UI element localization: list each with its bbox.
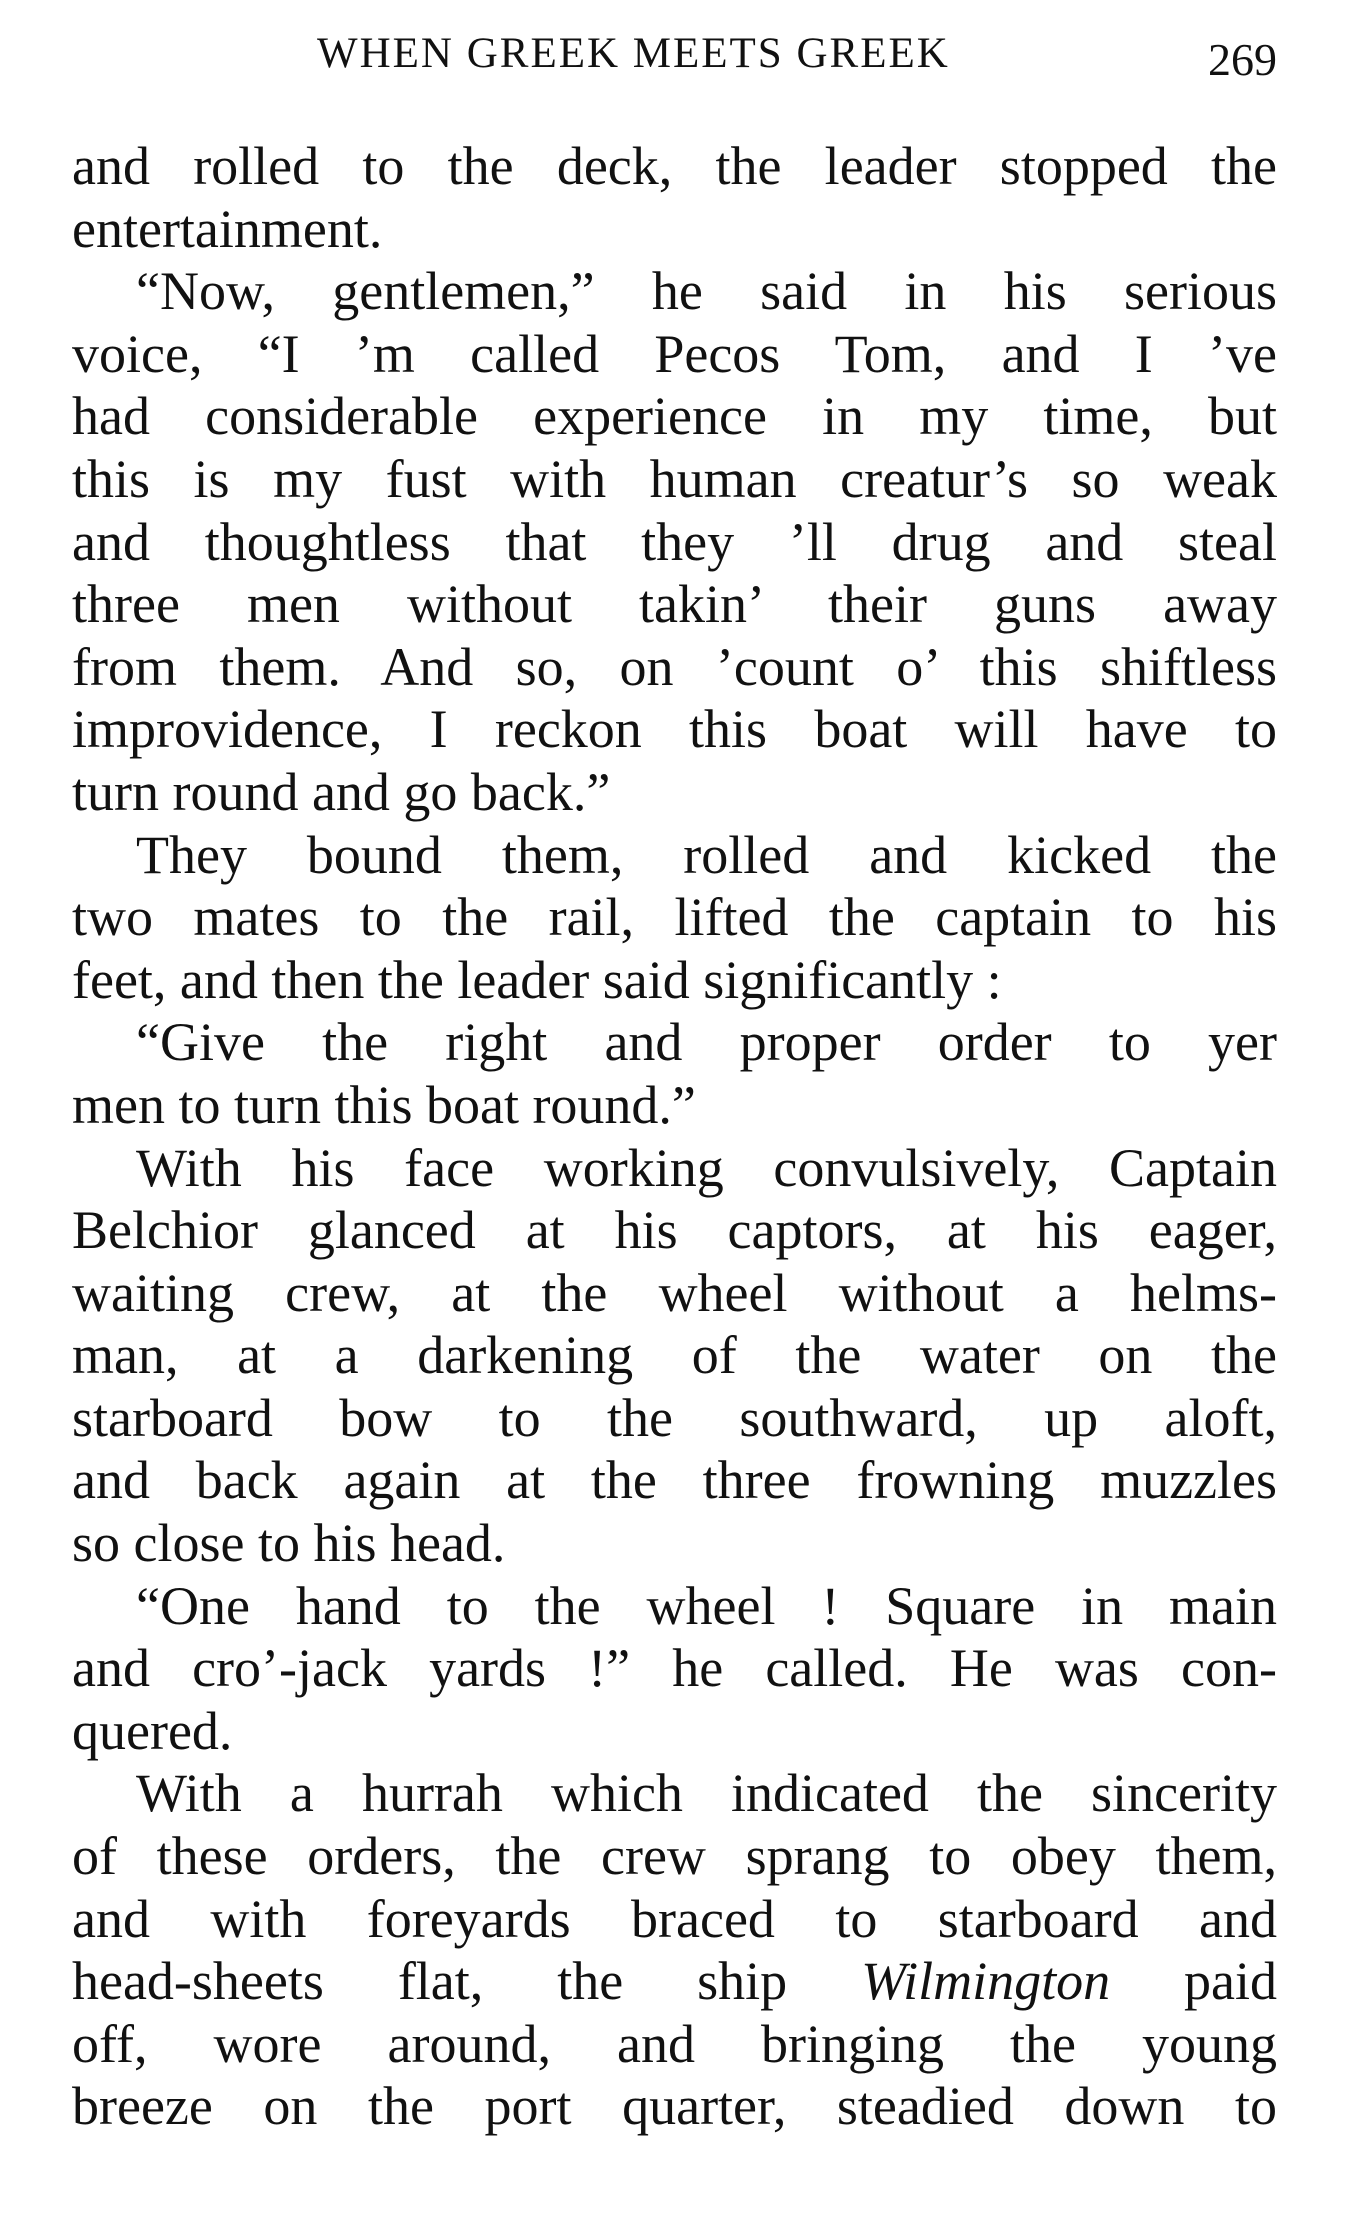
text-line: starboard bow to the southward, up aloft, [72,1387,1277,1448]
text-line: waiting crew, at the wheel without a helms- [72,1262,1277,1323]
text-line: “One hand to the wheel ! Square in main [136,1575,1277,1636]
paragraph [72,824,1277,1012]
paragraph [72,1137,1277,1575]
text-line: With a hurrah which indicated the sincerity [136,1763,1277,1824]
text-line: entertainment. [72,198,383,259]
text-line: so close to his head. [72,1513,506,1574]
text-line: Belchior glanced at his captors, at his eager, [72,1200,1277,1261]
paragraph [72,1762,1277,2138]
paragraph [72,1011,1277,1136]
text-line: “Give the right and proper order to yer [136,1012,1277,1073]
text-line: feet, and then the leader said significantly : [72,949,1002,1010]
text-line: head-sheets flat, the ship Wilmington paid [72,1951,1277,2012]
text-line: of these orders, the crew sprang to obey them, [72,1826,1277,1887]
text-line: and rolled to the deck, the leader stopped the [72,136,1277,196]
page-number: 269 [1208,34,1277,85]
text-line: voice, “I ’m called Pecos Tom, and I ’ve [72,323,1277,384]
text-line: and thoughtless that they ’ll drug and steal [72,511,1277,572]
text-line: from them. And so, on ’count o’ this shiftless [72,636,1277,697]
text-line: and with foreyards braced to starboard and [72,1888,1277,1949]
text-line: and back again at the three frowning muzzles [72,1450,1277,1511]
text-line: breeze on the port quarter, steadied down to [72,2076,1277,2137]
text-line: off, wore around, and bringing the young [72,2013,1277,2074]
ship-name: Wilmington [861,1951,1111,2012]
text-line: men to turn this boat round.” [72,1074,696,1135]
text-line: They bound them, rolled and kicked the [136,824,1277,885]
text-line: two mates to the rail, lifted the captain to his [72,887,1277,948]
paragraph [72,260,1277,823]
text-line: had considerable experience in my time, but [72,386,1277,447]
text-line: this is my fust with human creatur’s so weak [72,448,1277,509]
text-line: With his face working convulsively, Captain [136,1137,1277,1198]
text-line: three men without takin’ their guns away [72,574,1277,635]
paragraph [72,135,1277,260]
body-text [72,135,1277,2138]
running-head [72,24,1277,84]
text-line: improvidence, I reckon this boat will have to [72,699,1277,760]
paragraph [72,1575,1277,1763]
text-line: and cro’-jack yards !” he called. He was con- [72,1638,1277,1699]
text-line: quered. [72,1700,233,1761]
text-line: man, at a darkening of the water on the [72,1325,1277,1386]
text-line: turn round and go back.” [72,761,611,822]
text-line: “Now, gentlemen,” he said in his serious [136,261,1277,322]
running-title: WHEN GREEK MEETS GREEK [317,30,950,77]
